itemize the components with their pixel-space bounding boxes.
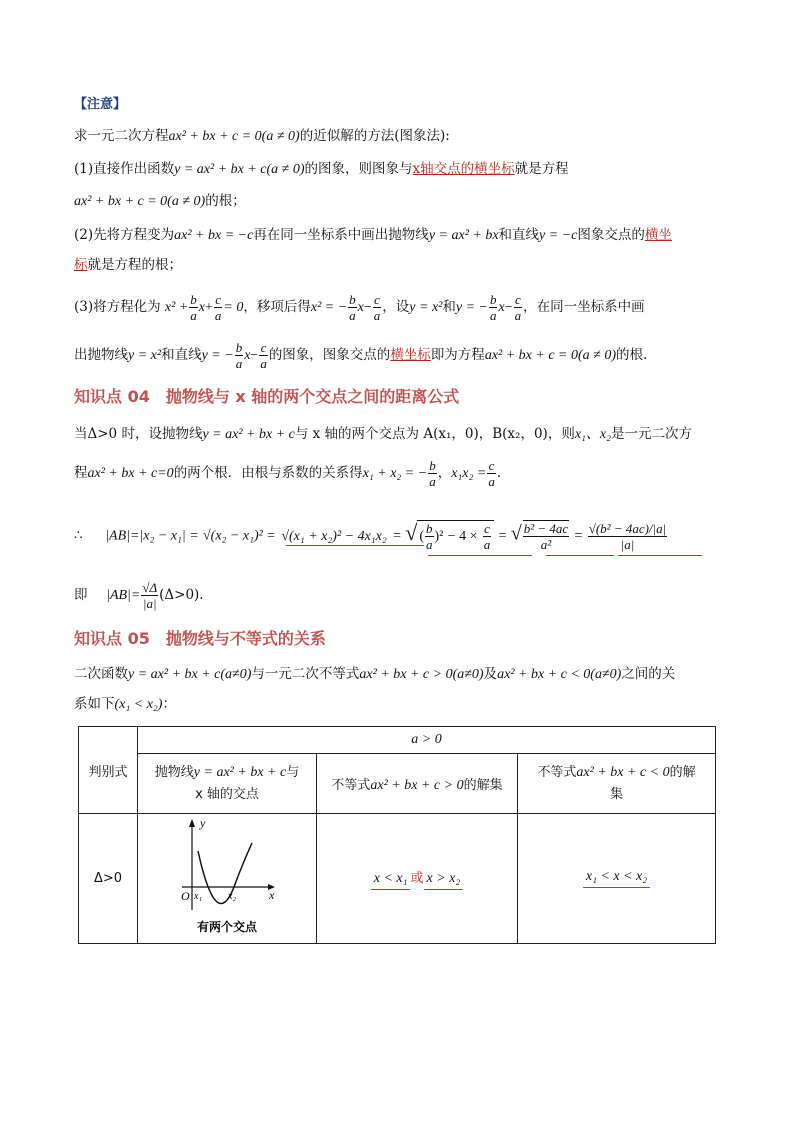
- note-method-3-cont: 出抛物线y = x²和直线y = − $\frac{b}{a}$ x− $\frac{c}{a}$ 的图象，图象交点的横坐标即为方程ax² + bx + c = 0(a ≠ 0)的根.: [74, 340, 648, 371]
- section-04-para-2: 程ax² + bx + c=0的两个根．由根与系数的关系得x₁ + x₂ = − $\frac{b}{a}$ ，x₁x₂ = $\frac{c}{a}$ ．: [74, 458, 511, 489]
- section-05-heading: 知识点 05 抛物线与不等式的关系: [74, 629, 326, 648]
- formula-step-2: √(x₁ + x₂)² − 4x₁x₂: [281, 528, 387, 544]
- row-delta-positive: Δ>0: [79, 814, 138, 944]
- note-method-2-cont: 标就是方程的根；: [74, 257, 182, 273]
- therefore-symbol: ∴: [74, 527, 83, 544]
- solution-less: x₁ < x < x₂: [518, 814, 716, 944]
- graph-cell: [138, 814, 317, 944]
- section-04-para-1: 当Δ>0 时，设抛物线y = ax² + bx + c与 x 轴的两个交点为 A(x₁，0)，B(x₂，0)，则x₁、x₂是一元二次方: [74, 426, 692, 442]
- y-axis-arrow: [189, 819, 195, 827]
- section-05-para-1: 二次函数y = ax² + bx + c(a≠0)与一元二次不等式ax² + bx + c > 0(a≠0)及ax² + bx + c < 0(a≠0)之间的关: [74, 666, 676, 682]
- underline-step-3: [428, 555, 532, 556]
- distance-formula: ∴ |AB|=|x₂ − x₁| = √(x₂ − x₁)² = √(x₁ + x₂)² − 4x₁x₂ = √ ( $\frac{b}{a}$ )² − 4 × $\frac{c}{a}$ = √ $\frac{\text{b² − 4ac}}{\text{a²}}$ = $\frac{\text{√(b² − 4ac)/|a|}}{|a|}$: [74, 520, 667, 552]
- note-method-3: (3)将方程化为 x² + $\frac{b}{a}$ x+ $\frac{c}{a}$ = 0，移项后得x² = − $\frac{b}{a}$ x− $\frac{c}{a}$ ，设y = x²和y = − $\frac{b}{a}$ x− $\frac{c}{a}$ ，在同一坐标系中画: [74, 292, 645, 323]
- note-method-1: (1)直接作出函数y = ax² + bx + c(a ≠ 0)的图象，则图象与x轴交点的横坐标就是方程: [74, 161, 569, 177]
- solution-greater: x < x₁ 或 x > x₂: [317, 814, 518, 944]
- underline-step-4: [546, 555, 614, 556]
- parabola-curve: [198, 843, 252, 904]
- graph-origin-label: O: [181, 888, 190, 903]
- formula-step-5: $\frac{\text{√(b² − 4ac)/|a|}}{|a|}$: [588, 520, 667, 552]
- header-less: 不等式ax² + bx + c < 0的解 集: [518, 754, 716, 814]
- graph-caption: 有两个交点: [196, 919, 258, 934]
- graph-y-label: y: [200, 815, 206, 830]
- formula-step-3: √ ( $\frac{b}{a}$ )² − 4 × $\frac{c}{a}$: [405, 520, 494, 552]
- section-05-para-2: 系如下(x₁ < x₂)：: [74, 696, 176, 712]
- section-04-heading: 知识点 04 抛物线与 x 轴的两个交点之间的距离公式: [74, 387, 460, 406]
- graph-x2-label: x₂: [228, 890, 236, 902]
- header-greater: 不等式ax² + bx + c > 0的解集: [317, 754, 518, 814]
- note-intro: 求一元二次方程ax² + bx + c = 0(a ≠ 0)的近似解的方法(图象法):: [74, 128, 450, 144]
- header-a-positive: a > 0: [138, 727, 716, 754]
- underline-step-5: [618, 555, 702, 556]
- inequality-table: [78, 726, 716, 944]
- note-title: 【注意】: [74, 97, 127, 112]
- graph-x-label: x: [269, 887, 275, 902]
- note-method-2: (2)先将方程变为ax² + bx = −c再在同一坐标系中画出抛物线y = ax² + bx和直线y = −c图象交点的横坐: [74, 227, 672, 243]
- header-graph: 抛物线y = ax² + bx + c与 x 轴的交点: [138, 754, 317, 814]
- underline-step-2: [286, 545, 424, 546]
- parabola-graph: [172, 815, 282, 939]
- formula-step-1: √(x₂ − x₁)²: [203, 528, 263, 544]
- note-method-1-cont: ax² + bx + c = 0(a ≠ 0)的根；: [74, 193, 246, 209]
- graph-x1-label: x₁: [194, 890, 202, 902]
- distance-result: 即 |AB|= $\frac{√\Delta}{|a|}$ (Δ>0).: [74, 580, 204, 611]
- formula-step-4: √ $\frac{\text{b² − 4ac}}{\text{a²}}$: [510, 521, 569, 552]
- header-discriminant: 判别式: [79, 727, 138, 814]
